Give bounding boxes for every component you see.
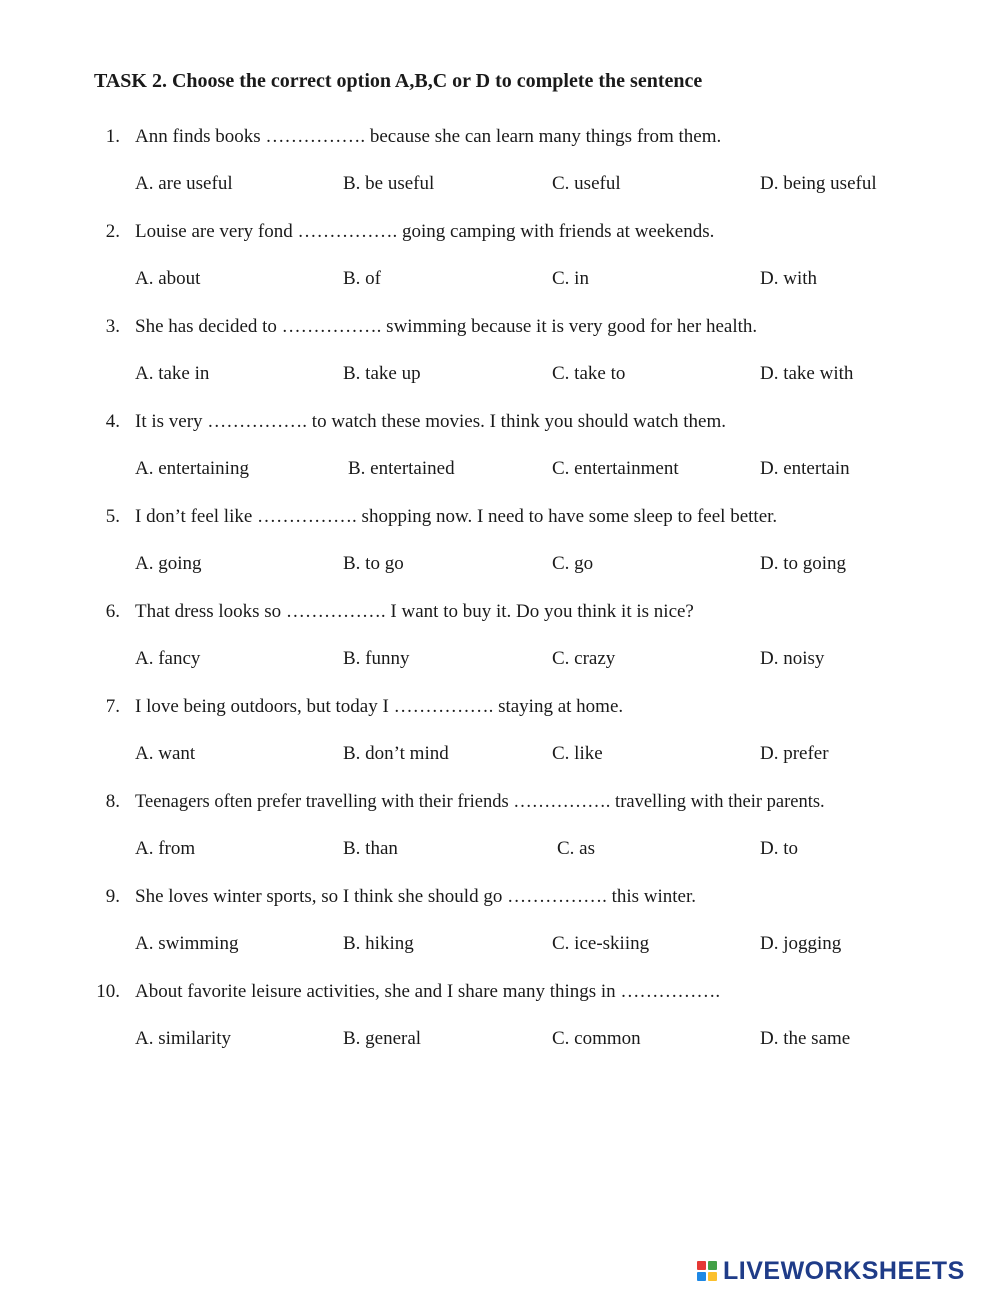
option-d[interactable]: D. with — [760, 268, 817, 289]
logo-square-blue — [697, 1272, 706, 1281]
option-a[interactable]: A. entertaining — [135, 458, 249, 479]
option-a[interactable]: A. take in — [135, 363, 210, 384]
question-stem: Louise are very fond ……………. going camping with friends at weekends. — [135, 221, 715, 242]
question-stem: It is very ……………. to watch these movies. I think you should watch them. — [135, 411, 727, 432]
question-1 — [0, 124, 1000, 219]
option-b[interactable]: B. don’t mind — [343, 743, 449, 764]
option-a[interactable]: A. about — [135, 268, 201, 289]
option-b[interactable]: B. entertained — [348, 458, 455, 479]
option-d[interactable]: D. the same — [760, 1028, 851, 1049]
option-d[interactable]: D. to — [760, 838, 798, 859]
option-a[interactable]: A. going — [135, 553, 202, 574]
option-c[interactable]: C. take to — [552, 363, 626, 384]
option-d[interactable]: D. noisy — [760, 648, 825, 669]
question-stem: She has decided to ……………. swimming because it is very good for her health. — [135, 316, 758, 337]
option-a[interactable]: A. similarity — [135, 1028, 232, 1049]
option-a[interactable]: A. from — [135, 838, 196, 859]
question-number: 10. — [96, 981, 120, 1002]
logo-icon — [697, 1261, 717, 1281]
option-a[interactable]: A. are useful — [135, 173, 233, 194]
question-10 — [0, 979, 1000, 1074]
question-stem: Ann finds books ……………. because she can learn many things from them. — [135, 126, 722, 147]
option-c[interactable]: C. crazy — [552, 648, 616, 669]
question-stem: I love being outdoors, but today I ……………. staying at home. — [135, 696, 624, 717]
option-b[interactable]: B. be useful — [343, 173, 435, 194]
question-number: 5. — [105, 506, 120, 527]
option-c[interactable]: C. entertainment — [552, 458, 679, 479]
option-b[interactable]: B. than — [343, 838, 398, 859]
option-c[interactable]: C. in — [552, 268, 589, 289]
brand-name: LIVEWORKSHEETS — [723, 1256, 965, 1285]
option-a[interactable]: A. fancy — [135, 648, 201, 669]
question-stem: She loves winter sports, so I think she should go ……………. this winter. — [135, 886, 697, 907]
question-stem: About favorite leisure activities, she and I share many things in ……………. — [135, 981, 721, 1002]
option-d[interactable]: D. to going — [760, 553, 847, 574]
question-number: 6. — [105, 601, 120, 622]
question-2 — [0, 219, 1000, 314]
question-stem: Teenagers often prefer travelling with their friends ……………. travelling with their parents. — [135, 792, 825, 812]
option-a[interactable]: A. swimming — [135, 933, 239, 954]
question-6 — [0, 599, 1000, 694]
option-c[interactable]: C. ice-skiing — [552, 933, 650, 954]
question-stem: I don’t feel like ……………. shopping now. I need to have some sleep to feel better. — [135, 506, 778, 527]
liveworksheets-logo[interactable] — [697, 1256, 965, 1286]
question-5 — [0, 504, 1000, 599]
option-b[interactable]: B. take up — [343, 363, 421, 384]
question-4 — [0, 409, 1000, 504]
option-b[interactable]: B. to go — [343, 553, 404, 574]
question-7 — [0, 694, 1000, 789]
option-b[interactable]: B. of — [343, 268, 381, 289]
option-c[interactable]: C. like — [552, 743, 603, 764]
option-c[interactable]: C. useful — [552, 173, 621, 194]
option-b[interactable]: B. funny — [343, 648, 410, 669]
option-d[interactable]: D. entertain — [760, 458, 850, 479]
option-b[interactable]: B. general — [343, 1028, 422, 1049]
question-3 — [0, 314, 1000, 409]
option-d[interactable]: D. jogging — [760, 933, 842, 954]
question-number: 3. — [105, 316, 120, 337]
logo-square-yellow — [708, 1272, 717, 1281]
logo-square-green — [708, 1261, 717, 1270]
question-stem: That dress looks so ……………. I want to buy it. Do you think it is nice? — [135, 601, 694, 622]
question-number: 4. — [105, 411, 120, 432]
option-d[interactable]: D. take with — [760, 363, 854, 384]
question-9 — [0, 884, 1000, 979]
option-c[interactable]: C. as — [557, 838, 595, 859]
option-d[interactable]: D. being useful — [760, 173, 877, 194]
option-d[interactable]: D. prefer — [760, 743, 829, 764]
option-b[interactable]: B. hiking — [343, 933, 414, 954]
task-title: TASK 2. Choose the correct option A,B,C or D to complete the sentence — [94, 70, 703, 92]
option-c[interactable]: C. go — [552, 553, 594, 574]
option-c[interactable]: C. common — [552, 1028, 641, 1049]
question-number: 1. — [105, 126, 120, 147]
question-number: 2. — [105, 221, 120, 242]
question-number: 9. — [105, 886, 120, 907]
question-8 — [0, 789, 1000, 884]
option-a[interactable]: A. want — [135, 743, 196, 764]
question-number: 7. — [105, 696, 120, 717]
question-number: 8. — [105, 791, 120, 812]
logo-square-red — [697, 1261, 706, 1270]
